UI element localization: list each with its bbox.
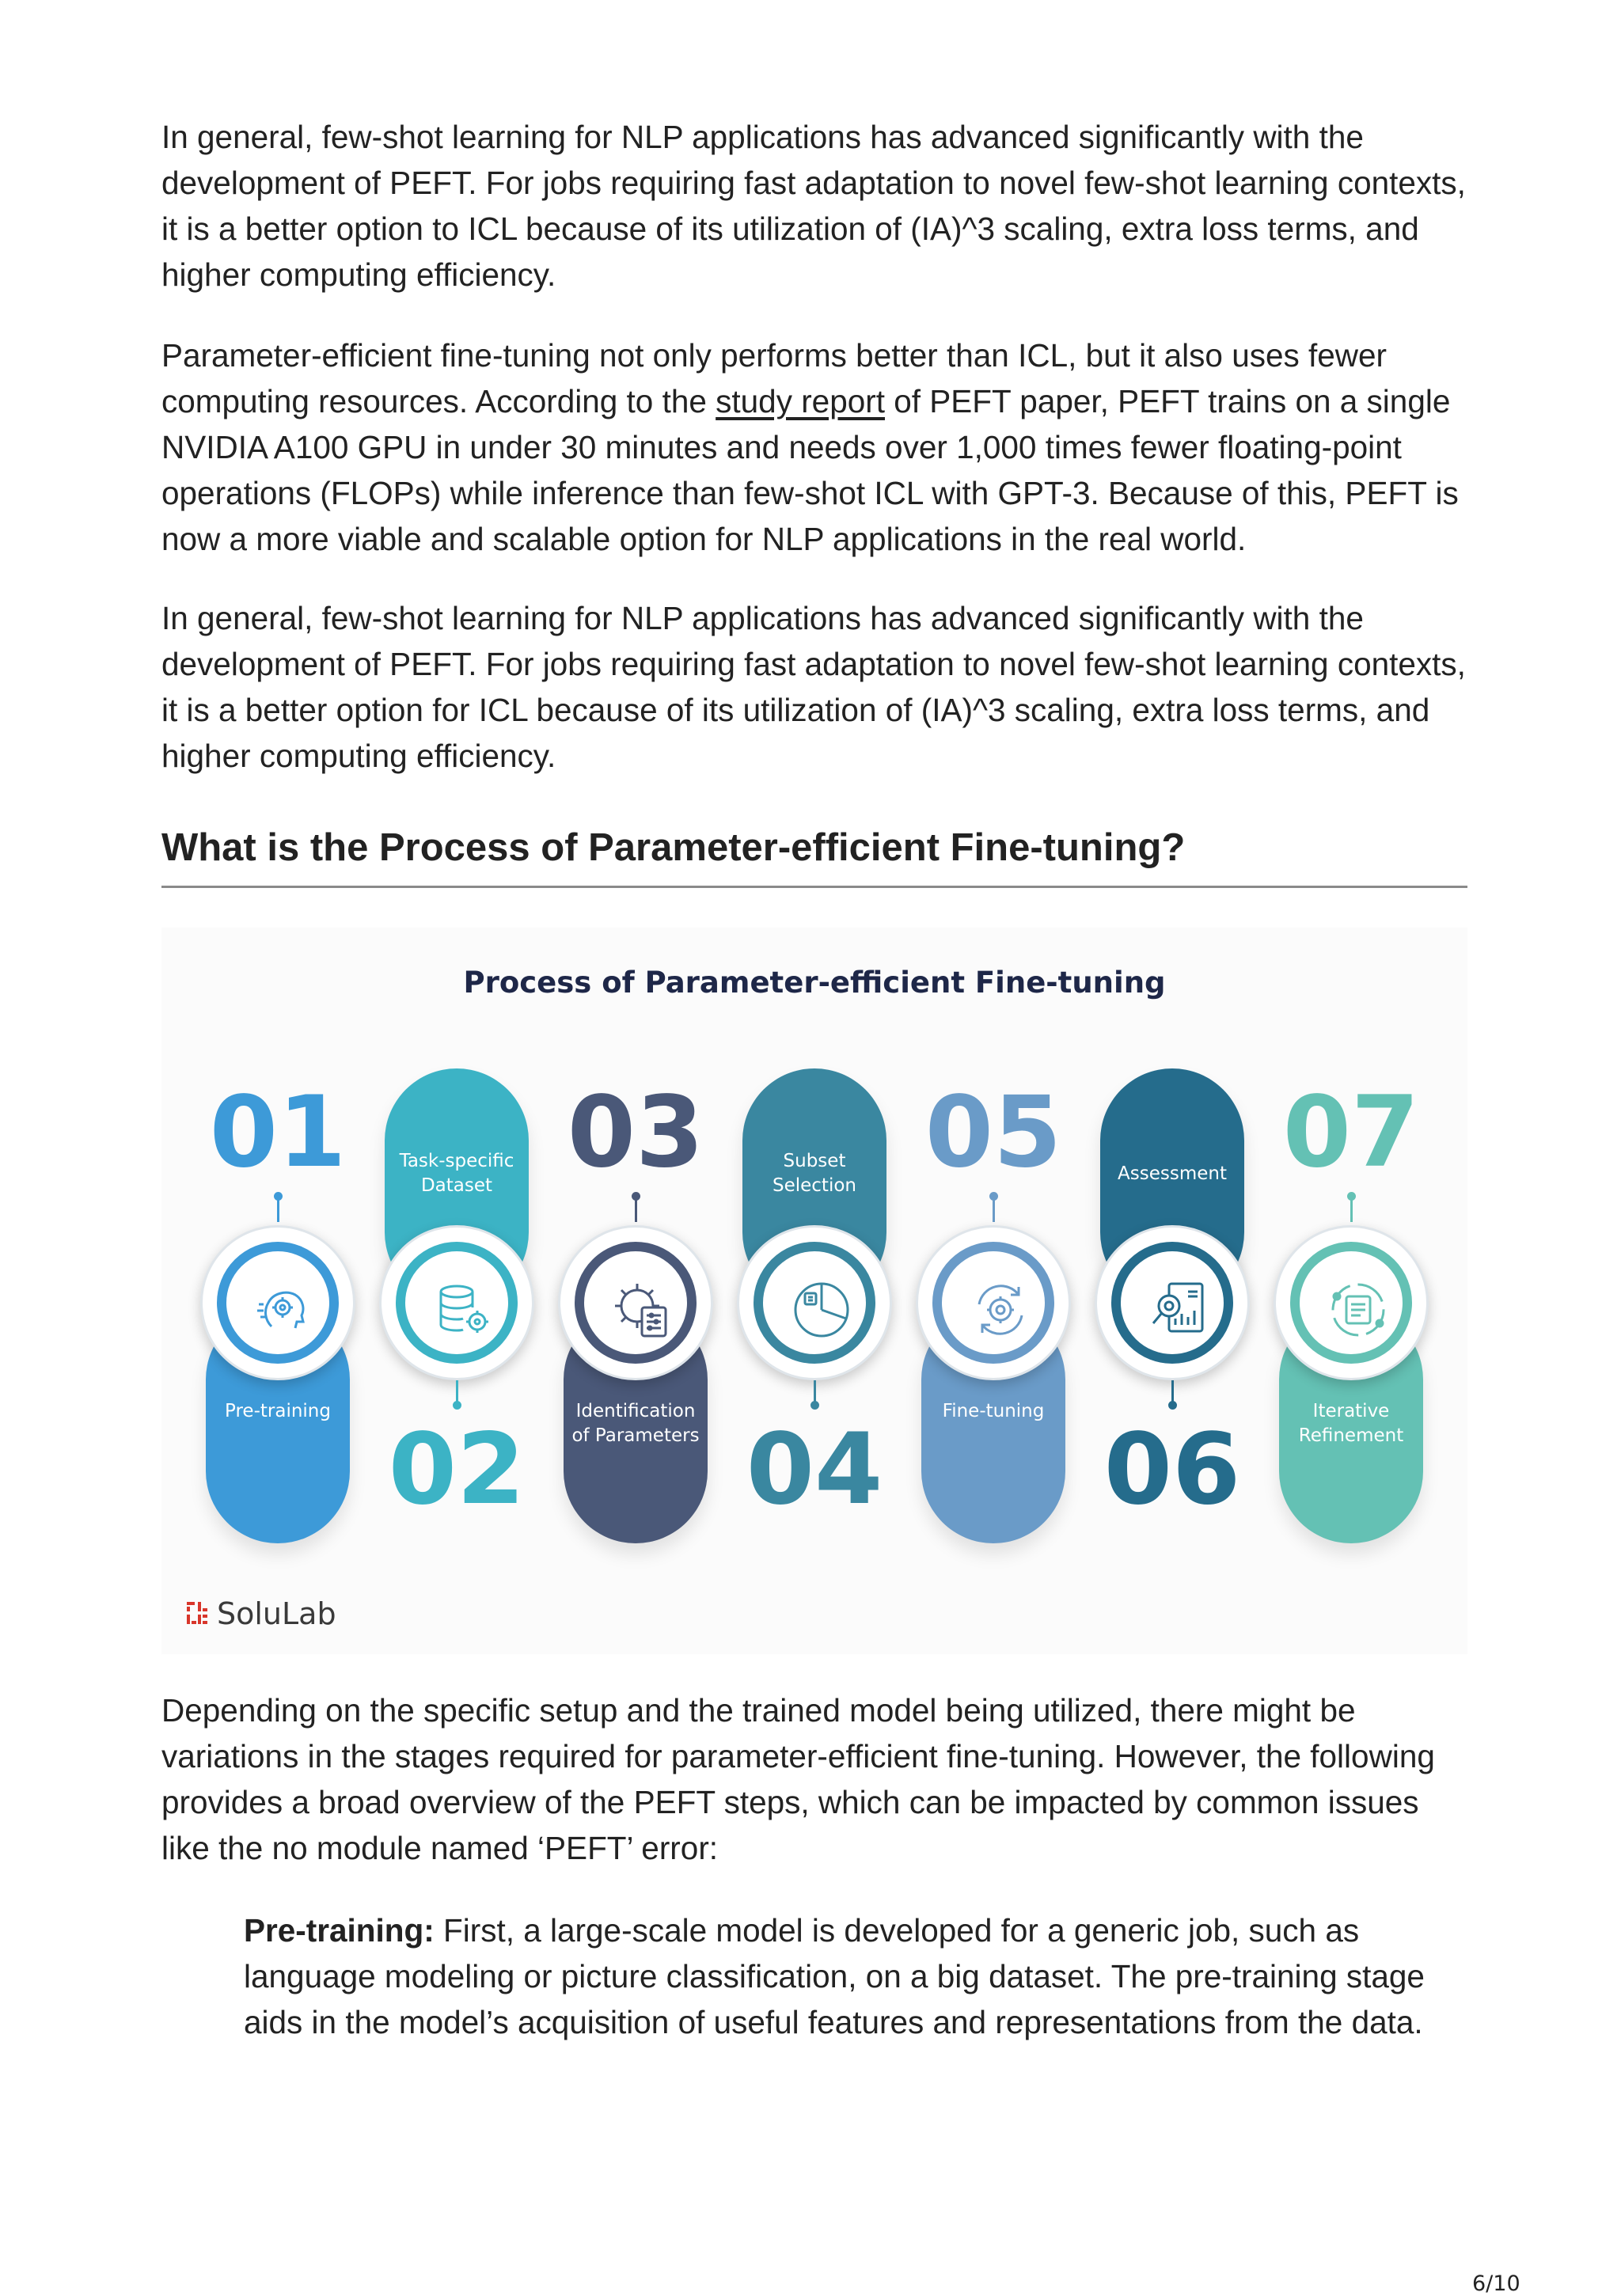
step-circle-02 (379, 1225, 534, 1380)
step-label-07: Iterative Refinement (1298, 1401, 1404, 1446)
paragraph-efficiency-end: of PEFT paper, PEFT trains on a single NVIDIA A100 GPU in under 30 minutes and needs over 1,000 times fewer floating-point operations (FLOPs) while inference than few-shot ICL with GPT-3. Because of this, PEFT is now a more viable and scalable option for NLP applications in the real world. (161, 383, 1459, 557)
document-cycle-icon (1321, 1273, 1395, 1347)
step-label-02: Task-specific Dataset (399, 1151, 514, 1196)
page-number: 6/10 (1472, 2271, 1520, 2296)
study-report-link[interactable]: study report (716, 383, 885, 419)
step-label-03: Identification of Parameters (571, 1401, 700, 1446)
paragraph-overview: Depending on the specific setup and the trained model being utilized, there might be variations in the stages required for parameter-efficient fine-tuning. However, the following provides a broad overview of the PEFT steps, which can be impacted by common issues like the no module named ‘PEFT’ error: (161, 1692, 1435, 1866)
step-label-01: Pre-training (225, 1401, 331, 1421)
step-dot-05 (989, 1192, 998, 1201)
paragraph-summary: In general, few-shot learning for NLP applications has advanced significantly with the development of PEFT. For jobs requiring fast adaptation to novel few-shot learning contexts, it is a better option for ICL because of its utilization of (IA)^3 scaling, extra loss terms, and higher computing efficiency. (161, 600, 1466, 774)
step-number-02: 02 (388, 1413, 526, 1527)
step-dot-02 (453, 1401, 461, 1410)
heading-divider (161, 886, 1467, 888)
paragraph-efficiency (161, 332, 1475, 562)
paragraph-intro: In general, few-shot learning for NLP applications has advanced significantly with the development of PEFT. For jobs requiring fast adaptation to novel few-shot learning contexts, it is a better option to ICL because of its utilization of (IA)^3 scaling, extra loss terms, and higher computing efficiency. (161, 119, 1466, 293)
step-circle-01 (200, 1225, 355, 1380)
pie-chart-icon (784, 1273, 859, 1347)
step-label-06: Assessment (1118, 1163, 1227, 1184)
step-dot-03 (632, 1192, 640, 1201)
infographic-title: Process of Parameter-efficient Fine-tuning (463, 966, 1166, 1000)
step-pre-training-label: Pre-training: (244, 1912, 435, 1949)
solulab-logo-icon (185, 1600, 209, 1627)
step-number-05: 05 (924, 1076, 1062, 1190)
step-pre-training (244, 1907, 1479, 2045)
brain-gear-icon (248, 1273, 322, 1347)
step-circle-03 (558, 1225, 713, 1380)
process-infographic (161, 928, 1467, 1654)
step-circle-05 (916, 1225, 1071, 1380)
step-pre-training-text: First, a large-scale model is developed for a generic job, such as language modeling or picture classification, on a big dataset. The pre-training stage aids in the model’s acquisition of useful features and representations from the data. (244, 1912, 1425, 2040)
step-circle-07 (1274, 1225, 1429, 1380)
step-dot-06 (1168, 1401, 1177, 1410)
step-dot-01 (274, 1192, 283, 1201)
step-circle-06 (1095, 1225, 1250, 1380)
solulab-logo-text: SoluLab (217, 1596, 336, 1631)
paragraph-efficiency-start: Parameter-efficient fine-tuning not only performs better than ICL, but it also uses fewer computing resources. According to the (161, 337, 1388, 419)
database-gear-icon (427, 1273, 501, 1347)
step-number-04: 04 (746, 1413, 883, 1527)
step-number-01: 01 (209, 1076, 347, 1190)
step-circle-04 (737, 1225, 892, 1380)
step-label-05: Fine-tuning (942, 1401, 1045, 1421)
gear-checklist-icon (606, 1273, 680, 1347)
step-number-06: 06 (1103, 1413, 1241, 1527)
step-dot-07 (1347, 1192, 1356, 1201)
gear-refresh-icon (963, 1273, 1038, 1347)
section-heading: What is the Process of Parameter-efficient Fine-tuning? (161, 826, 1186, 869)
report-magnifier-icon (1142, 1273, 1217, 1347)
step-dot-04 (810, 1401, 819, 1410)
step-number-07: 07 (1282, 1076, 1420, 1190)
step-label-04: Subset Selection (773, 1151, 856, 1196)
step-number-03: 03 (567, 1076, 704, 1190)
